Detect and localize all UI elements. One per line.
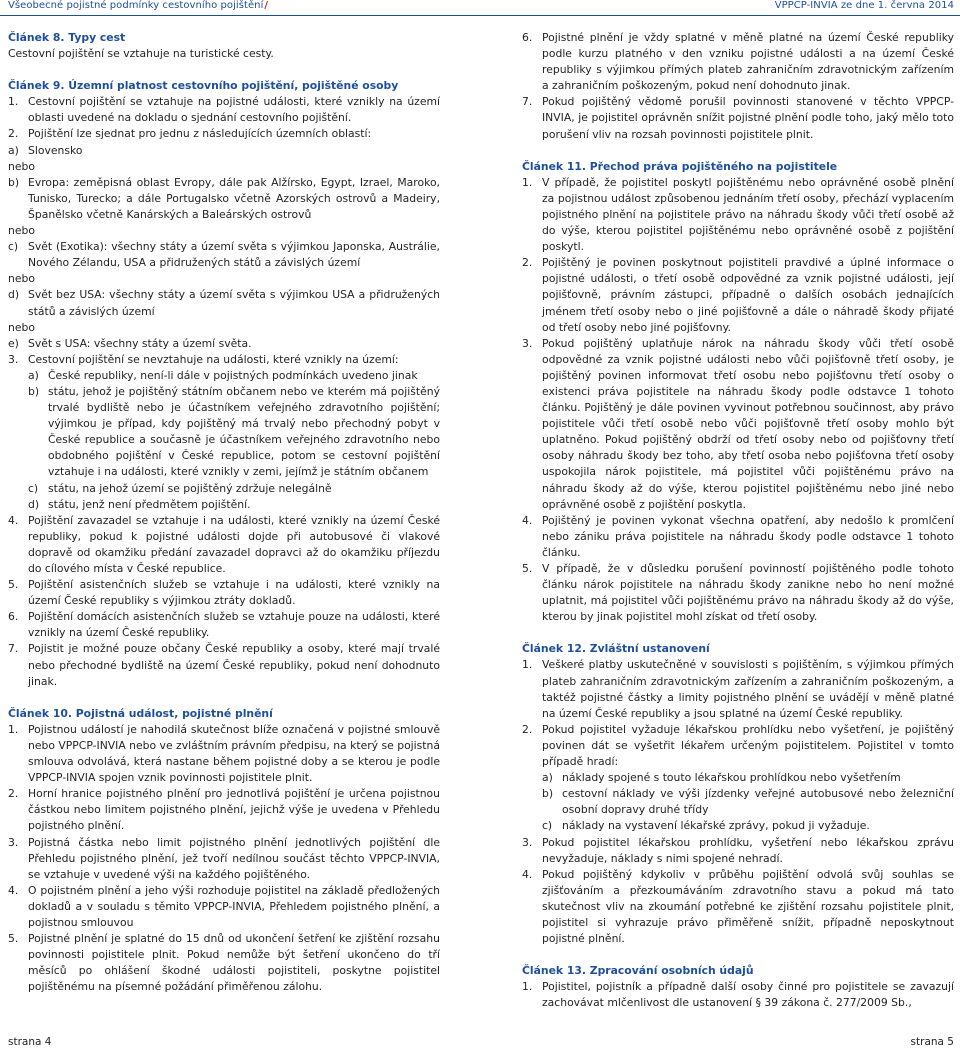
article-9-item-3c: c) státu, na jehož území se pojištěný zdržuje nelegálně [28,481,332,495]
article-9-item-4: 4. Pojištění zavazadel se vztahuje i na události, které vznikly na území České republiky, pokud k pojistné události dojde při autobusové či vlakové dopravě od okamžiku předání zavazadel dopravci až do okamžiku příjezdu do cílového místa v České republice. [8,513,440,575]
page-number-left: strana 4 [8,1036,52,1048]
article-9-item-3b: b) státu, jehož je pojištěný státním občanem nebo ve kterém má pojištěný trvalé bydliště nebo je účastníkem veřejného zdravotního pojištění; výjimkou je případ, kdy pojištěný má trvalý nebo přechodný pobyt v České republice a současně je účastníkem veřejného zdravotního nebo obdobného pojištění v České republice, potom se cestovní pojištění vztahuje i na události, které vznikly v zemi, jejímž je státním občanem [28,384,440,479]
or-word: nebo [8,272,35,286]
article-8-text: Cestovní pojištění se vztahuje na turistické cesty. [8,47,274,61]
article-9-item-3a: a) České republiky, není-li dále v pojistných podmínkách uvedeno jinak [28,368,418,382]
article-12-item-2c: c) náklady na vystavení lékařské zprávy, pokud ji vyžaduje. [542,819,870,833]
article-8-title: Článek 8. Typy cest [8,31,126,44]
article-11-item-2: 2. Pojištěný je povinen poskytnout pojistiteli pravdivé a úplné informace o pojistné události, o třetí osobě odpovědné za vznik pojistné události, její pojišťovně, právním zástupci, případně o dalších osobách jednajících jménem třetí osoby nebo o jiné pojišťovně a dále o náhradě škody přijaté od třetí osoby nebo jiné pojišťovny. [522,256,954,334]
or-word: nebo [8,159,35,173]
article-9-item-2a: a) Slovensko [8,143,83,157]
left-column [8,30,440,995]
page-number-right: strana 5 [910,1036,954,1048]
article-9-item-2d: d) Svět bez USA: všechny státy a území světa s výjimkou USA a přidružených států a závislých území [8,288,440,318]
article-9-item-2: 2. Pojištění lze sjednat pro jednu z následujících územních oblastí: [8,127,372,141]
page-header [0,0,960,16]
article-12-title: Článek 12. Zvláštní ustanovení [522,642,710,656]
article-9-item-7: 7. Pojistit je možné pouze občany České republiky a osoby, které mají trvalé nebo přechodné bydliště na území České republiky, pokud není dohodnuto jinak. [8,642,440,688]
article-10-title: Článek 10. Pojistná událost, pojistné plnění [8,706,273,720]
article-11-item-1: 1. V případě, že pojistitel poskytl pojištěnému nebo oprávněné osobě plnění za pojistnou událost způsobenou jednáním třetí osoby, přechází vyplacením pojistného plnění na pojistitele právo na náhradu škody vůči třetí osobě až do výše, kterou pojistitel pojištěnému nebo oprávněné osobě z pojištění poskytl. [522,175,954,254]
brand-slash-icon: / [264,0,269,11]
article-9-item-5: 5. Pojištění asistenčních služeb se vztahuje i na události, které vznikly na území České republiky s výjimkou ztráty dokladů. [8,578,440,608]
article-10-item-4: 4. O pojistném plnění a jeho výši rozhoduje pojistitel na základě předložených dokladů a v souladu s těmito VPPCP-INVIA, Přehledem pojistného plnění, a pojistnou smlouvou [8,883,440,929]
article-10-item-6: 6. Pojistné plnění je vždy splatné v měně platné na území České republiky podle kurzu platného v den vzniku pojistné události a na území České republiky s výjimkou přímých plateb zahraničním zdravotnickým zařízením a zahraničním poškozeným, pokud není dohodnuto jinak. [522,31,954,93]
article-11-item-5: 5. V případě, že v důsledku porušení povinností pojištěného podle tohoto článku nárok pojistitele na náhradu škody zanikne nebo ho není možné uplatnit, má pojistitel vůči pojištěnému právo na náhradu škody až do výše, kterou by jinak pojistitel mohl získat od třetí osoby. [522,562,954,624]
article-12-item-2b: b) cestovní náklady ve výši jízdenky veřejné autobusové nebo železniční osobní dopravy druhé třídy [542,787,954,817]
article-9-item-2b: b) Evropa: zeměpisná oblast Evropy, dále pak Alžírsko, Egypt, Izrael, Maroko, Tunisko, Turecko; a dále Portugalsko včetně Azorských ostrovů a Madeiry, Španělsko včetně Kanárských a Baleárských ostrovů [8,175,440,221]
article-9-item-3d: d) státu, jenž není předmětem pojištění. [28,497,251,511]
article-13-title: Článek 13. Zpracování osobních údajů [522,964,754,978]
article-12-item-2a: a) náklady spojené s touto lékařskou prohlídkou nebo vyšetřením [542,771,901,785]
article-12-item-3: 3. Pokud pojistitel lékařskou prohlídku, vyšetření nebo lékařskou zprávu nevyžaduje, náklady s nimi spojené nehradí. [522,835,954,865]
article-9-item-2e: e) Svět s USA: všechny státy a území světa. [8,336,252,350]
or-word: nebo [8,320,35,334]
article-9-item-6: 6. Pojištění domácích asistenčních služeb se vztahuje pouze na události, které vznikly na území České republiky. [8,610,440,640]
document-title: Všeobecné pojistné podmínky cestovního pojištění [8,0,264,11]
article-11-item-3: 3. Pokud pojištěný uplatňuje nárok na náhradu škody vůči třetí osobě odpovědné za vznik pojistné události nebo vůči pojišťovně třetí osoby, je pojištěný povinen informovat třetí osobu nebo pojišťovnu třetí osoby o existenci práva pojistitele na náhradu škody podle odstavce 1 tohoto článku. Pojištěný je dále povinen vyvinout potřebnou součinnost, aby právo pojistitele vůči třetí osobě nebo vůči pojišťovně třetí osoby mohlo být uplatněno. Pokud pojištěný obdrží od třetí osoby nebo od pojišťovny třetí osoby náhradu škody bez toho, aby třetí osoba nebo pojišťovna třetí osoby uspokojila nárok pojistitele, má pojistitel vůči pojištěnému právo na náhradu škody až do výše, kterou pojistitel pojištěnému nebo jiné nebo oprávněné osobě z pojištění poskytla. [522,336,954,511]
article-10-item-5: 5. Pojistné plnění je splatné do 15 dnů od ukončení šetření ke zjištění rozsahu povinnosti pojistitele plnit. Pokud nemůže být šetření ukončeno do tří měsíců po ohlášení škodné události pojistiteli, poskytne pojistitel pojištěnému na písemné požádání přiměřenou zálohu. [8,932,440,994]
article-12-item-1: 1. Veškeré platby uskutečněné v souvislosti s pojištěním, s výjimkou přímých plateb zahraničním zdravotnickým zařízením a zahraničním poškozeným, a taktéž pojistné částky a limity pojistného plnění se uvádějí v měně platné na území České republiky a jsou splatné na území České republiky. [522,658,954,720]
article-12-item-4: 4. Pokud pojištěný kdykoliv v průběhu pojištění odvolá svůj souhlas se zjišťováním a přezkoumáváním zdravotního stavu a pokud má tato skutečnost vliv na zkoumání potřebné ke zjištění rozsahu pojistitele plnit, pojistitel si vyhrazuje právo přiměřeně snížit, případně neposkytnout pojistné plnění. [522,867,954,946]
article-12-item-2: 2. Pokud pojistitel vyžaduje lékařskou prohlídku nebo vyšetření, je pojištěný povinen dát se vyšetřit lékařem určeným pojistitelem. Pojistitel v tomto případě hradí: [522,722,954,769]
or-word: nebo [8,224,35,238]
article-10-item-2: 2. Horní hranice pojistného plnění pro jednotlivá pojištění je určena pojistnou částkou nebo limitem pojistného plnění, jejichž výše je uvedena v Přehledu pojistného plnění. [8,787,440,833]
article-11-title: Článek 11. Přechod práva pojištěného na pojistitele [522,159,838,173]
article-13-item-1: 1. Pojistitel, pojistník a případně další osoby činné pro pojistitele se zavazují zachovávat mlčenlivost dle ustanovení § 39 zákona č. 277/2009 Sb., [522,980,954,1010]
document-version: VPPCP-INVIA ze dne 1. června 2014 [774,0,954,11]
right-column [522,30,954,1011]
article-11-item-4: 4. Pojištěný je povinen vykonat všechna opatření, aby nedošlo k promlčení nebo zániku práva pojistitele na náhradu škody podle odstavce 1 tohoto článku. [522,513,954,559]
article-10-item-1: 1. Pojistnou událostí je nahodilá skutečnost blíže označená v pojistné smlouvě nebo VPPCP-INVIA nebo ve zvláštním právním předpisu, na který se pojistná smlouva odvolává, která nastane během pojistné doby a se kterou je podle VPPCP-INVIA spojen vznik povinnosti pojistitele plnit. [8,722,440,785]
article-9-title: Článek 9. Územní platnost cestovního pojištění, pojištěné osoby [8,79,399,93]
article-9-item-1: 1. Cestovní pojištění se vztahuje na pojistné události, které vznikly na území oblasti uvedené na dokladu o sjednání cestovního pojištění. [8,95,440,125]
article-9-item-3: 3. Cestovní pojištění se nevztahuje na události, které vznikly na území: [8,352,399,366]
header-left [0,0,268,11]
article-10-item-3: 3. Pojistná částka nebo limit pojistného plnění jednotlivých pojištění dle Přehledu pojistného plnění, jež tvoří nedílnou součást těchto VPPCP-INVIA, se vztahuje v uvedené výši na každého pojištěného. [8,835,440,881]
header-rule [0,15,960,16]
article-10-item-7: 7. Pokud pojištěný vědomě porušil povinnosti stanovené v těchto VPPCP-INVIA, je pojistitel oprávněn snížit pojistné plnění podle toho, jaký mělo toto porušení vliv na rozsah povinnosti pojistitele plnit. [522,95,954,141]
article-9-item-2c: c) Svět (Exotika): všechny státy a území světa s výjimkou Japonska, Austrálie, Nového Zélandu, USA a přidružených států a závislých území [8,240,440,270]
